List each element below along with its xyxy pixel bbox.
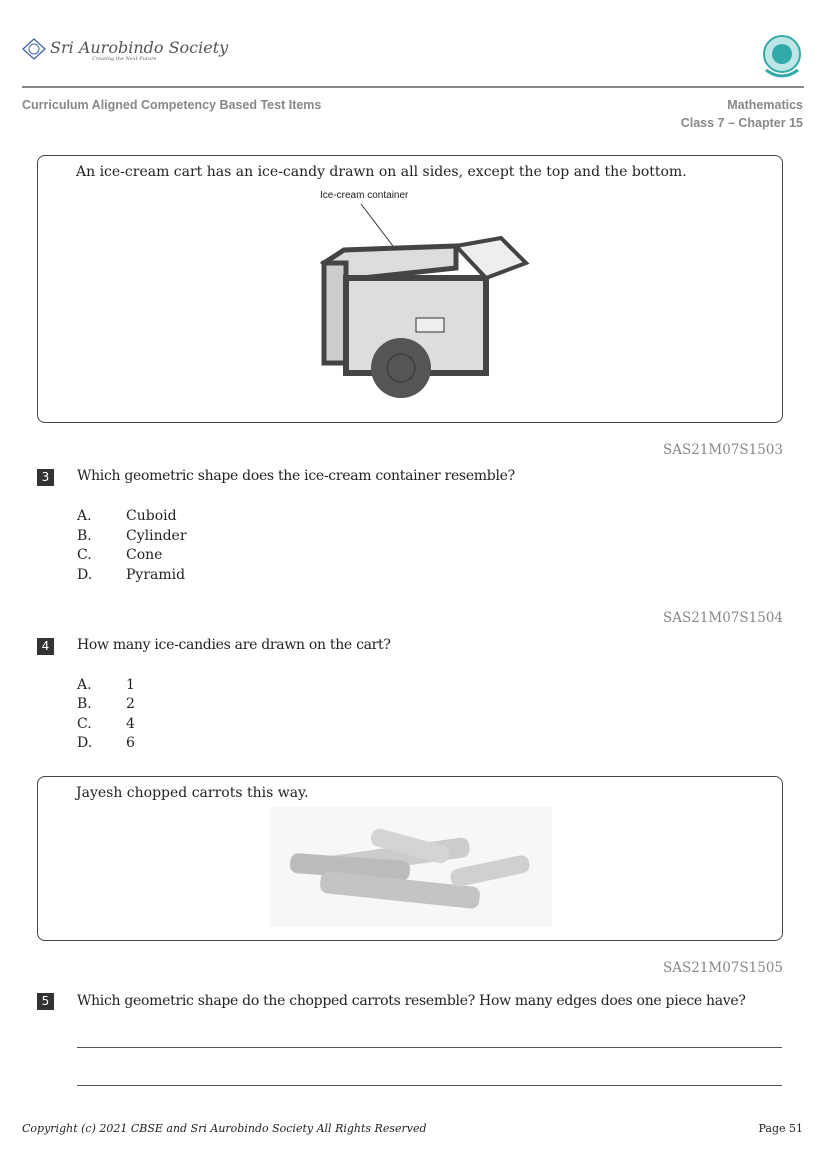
question-text: Which geometric shape do the chopped carrots resemble? How many edges does one piece have? (77, 993, 746, 1009)
option-letter: A. (77, 508, 92, 524)
option-text[interactable]: Cuboid (126, 508, 177, 524)
logo-tagline: Creating the Next Future (92, 56, 157, 62)
answer-line[interactable] (77, 1085, 782, 1086)
sri-aurobindo-logo (22, 38, 229, 64)
option-letter: A. (77, 677, 92, 693)
globe-icon (22, 38, 46, 60)
stimulus-box-cart (37, 155, 783, 423)
item-code: SAS21M07S1503 (662, 442, 783, 458)
stimulus-text: Jayesh chopped carrots this way. (76, 785, 309, 801)
option-letter: C. (77, 716, 92, 732)
cbse-seal-icon (760, 34, 804, 82)
answer-line[interactable] (77, 1047, 782, 1048)
option-text[interactable]: 6 (126, 735, 135, 751)
page-number: Page 51 (758, 1122, 803, 1135)
image-label: Ice-cream container (320, 190, 409, 201)
question-number: 5 (37, 993, 54, 1010)
option-letter: B. (77, 696, 92, 712)
option-letter: C. (77, 547, 92, 563)
option-text[interactable]: 4 (126, 716, 135, 732)
question-number: 3 (37, 469, 54, 486)
item-code: SAS21M07S1505 (662, 960, 783, 976)
option-letter: D. (77, 735, 93, 751)
stimulus-box-carrots (37, 776, 783, 941)
ice-cream-cart-image (316, 188, 534, 410)
question-number: 4 (37, 638, 54, 655)
header-subject: Mathematics (727, 98, 803, 112)
header-divider (22, 86, 804, 88)
option-letter: B. (77, 528, 92, 544)
question-text: How many ice-candies are drawn on the cart? (77, 637, 391, 653)
chopped-carrots-image (270, 807, 552, 927)
footer-copyright: Copyright (c) 2021 CBSE and Sri Aurobindo Society All Rights Reserved (22, 1122, 427, 1135)
option-text[interactable]: Cone (126, 547, 163, 563)
item-code: SAS21M07S1504 (662, 610, 783, 626)
option-text[interactable]: 2 (126, 696, 135, 712)
option-text[interactable]: Pyramid (126, 567, 186, 583)
header-chapter: Class 7 – Chapter 15 (680, 116, 803, 130)
question-text: Which geometric shape does the ice-cream container resemble? (77, 468, 515, 484)
logo-text: Sri Aurobindo Society (50, 38, 229, 57)
option-text[interactable]: 1 (126, 677, 135, 693)
option-text[interactable]: Cylinder (126, 528, 187, 544)
header-title: Curriculum Aligned Competency Based Test Items (22, 98, 322, 112)
option-letter: D. (77, 567, 93, 583)
stimulus-text: An ice-cream cart has an ice-candy drawn on all sides, except the top and the bottom. (76, 164, 687, 180)
